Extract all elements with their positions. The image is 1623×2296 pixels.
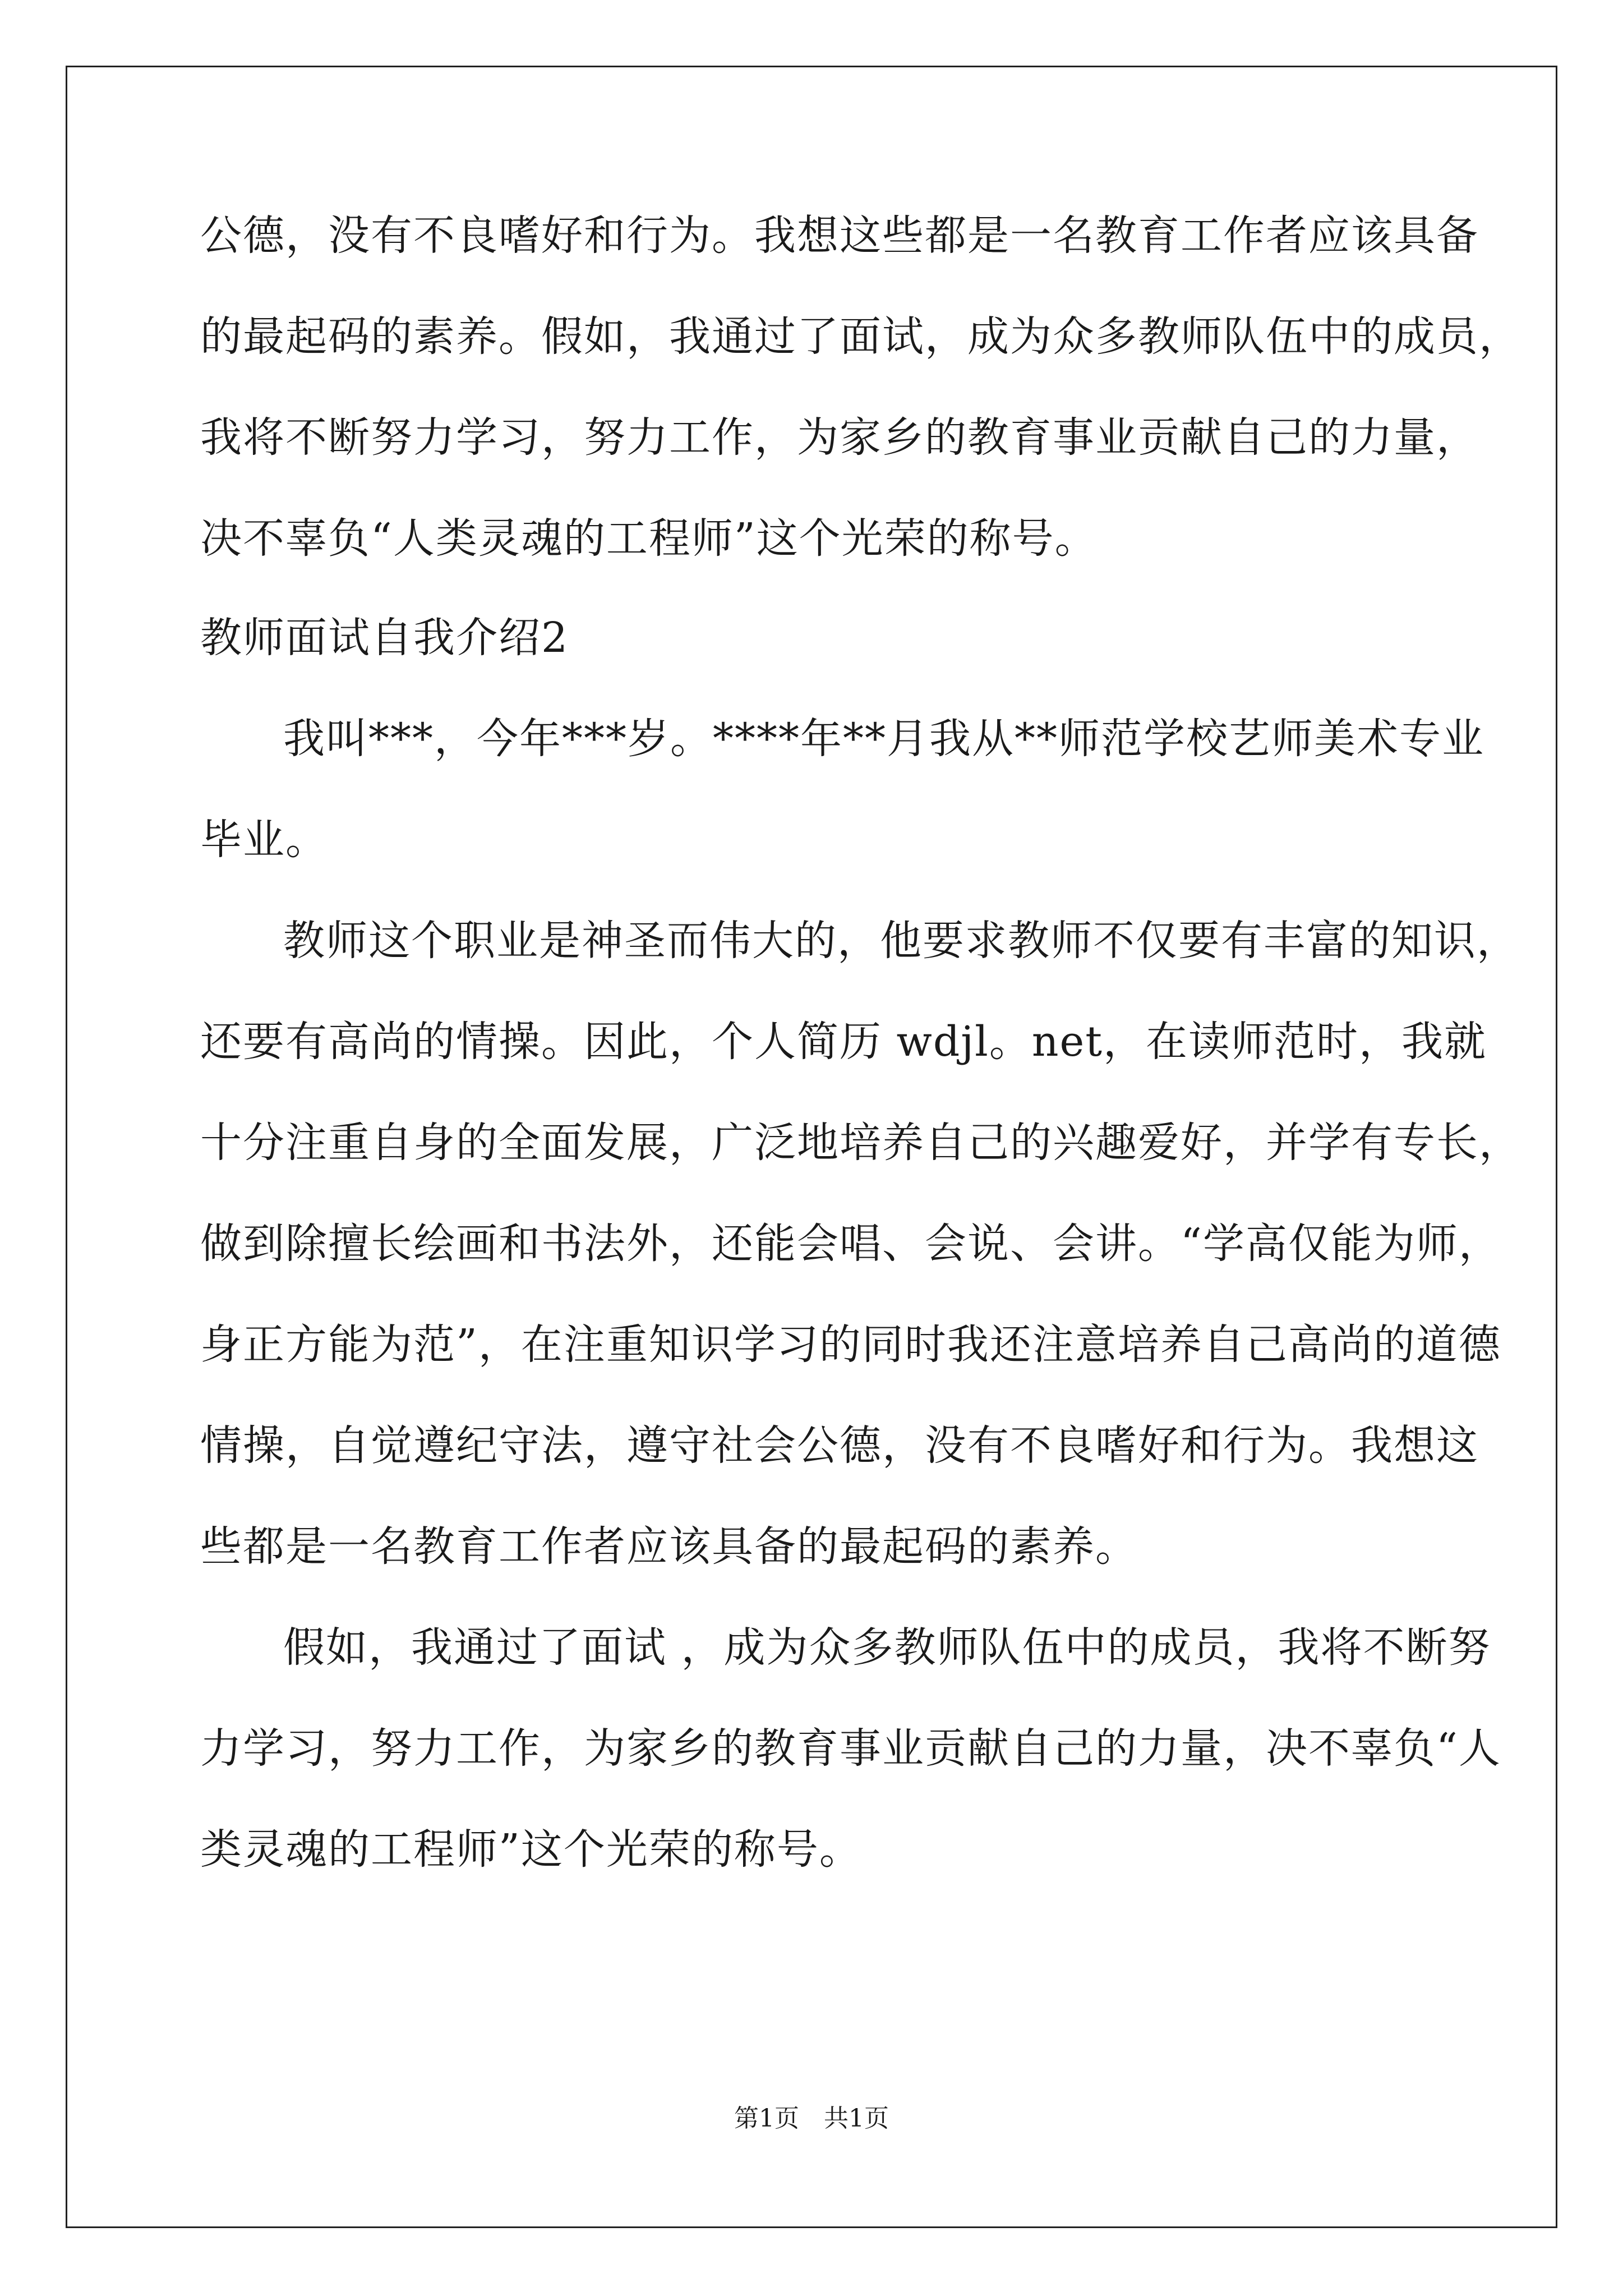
page-footer: 第1页 共1页: [734, 2104, 889, 2133]
text-line: 力学习，努力工作，为家乡的教育事业贡献自己的力量，决不辜负“人: [200, 1724, 1501, 1773]
paragraph-first-line: 我叫***，今年***岁。****年**月我从**师范学校艺师美术专业: [283, 715, 1484, 763]
text-line: 毕业。: [200, 816, 328, 864]
text-line: 十分注重自身的全面发展，广泛地培养自己的兴趣爱好，并学有专长，: [200, 1119, 1521, 1167]
text-line: 公德，没有不良嗜好和行为。我想这些都是一名教育工作者应该具备: [200, 211, 1479, 260]
text-line: 还要有高尚的情操。因此，个人简历 wdjl。net，在读师范时，我就: [200, 1018, 1487, 1066]
section-heading: 教师面试自我介绍2: [200, 614, 569, 662]
text-line: 的最起码的素养。假如，我通过了面试，成为众多教师队伍中的成员，: [200, 312, 1521, 361]
text-line: 身正方能为范”，在注重知识学习的同时我还注意培养自己高尚的道德: [200, 1320, 1501, 1369]
text-line: 情操，自觉遵纪守法，遵守社会公德，没有不良嗜好和行为。我想这: [200, 1421, 1479, 1470]
text-line: 些都是一名教育工作者应该具备的最起码的素养。: [200, 1522, 1138, 1571]
paragraph-first-line: 教师这个职业是神圣而伟大的，他要求教师不仅要有丰富的知识，: [283, 917, 1519, 965]
text-line: 类灵魂的工程师”这个光荣的称号。: [200, 1825, 862, 1874]
paragraph-first-line: 假如，我通过了面试 ，成为众多教师队伍中的成员，我将不断努: [283, 1623, 1491, 1672]
text-line: 决不辜负“人类灵魂的工程师”这个光荣的称号。: [200, 514, 1098, 563]
text-line: 我将不断努力学习，努力工作，为家乡的教育事业贡献自己的力量，: [200, 413, 1479, 462]
text-line: 做到除擅长绘画和书法外，还能会唱、会说、会讲。“学高仅能为师，: [200, 1220, 1501, 1268]
